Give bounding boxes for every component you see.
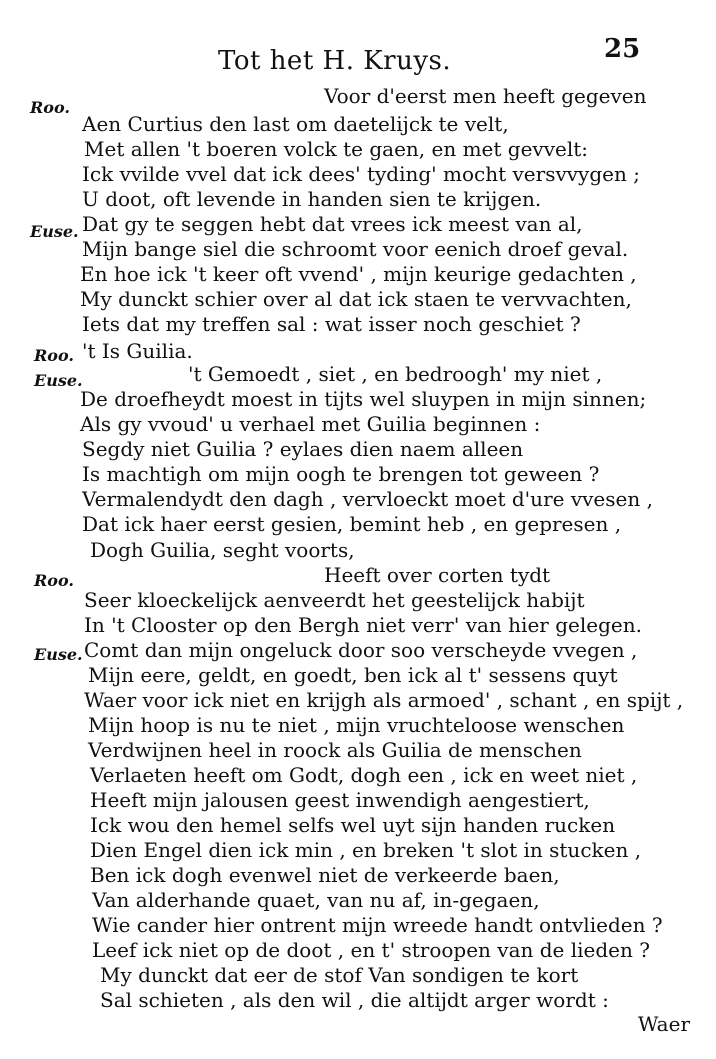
verse-line: 't Is Guilia. <box>82 339 193 363</box>
verse-line: Wie cander hier ontrent mijn wreede handt ontvlieden ? <box>92 913 663 937</box>
verse-line: Ben ick dogh evenwel niet de verkeerde baen, <box>90 863 560 887</box>
verse-line: Heeft over corten tydt <box>324 563 551 587</box>
verse-line: My dunckt dat eer de stof Van sondigen te kort <box>100 963 579 987</box>
verse-line: U doot, oft levende in handen sien te krijgen. <box>82 187 542 211</box>
verse-line: Verdwijnen heel in roock als Guilia de menschen <box>88 738 582 762</box>
verse-line: Aen Curtius den last om daetelijck te velt, <box>82 112 509 136</box>
speaker-label: Euse. <box>34 371 83 390</box>
verse-line: Vermalendydt den dagh , vervloeckt moet d'ure vvesen , <box>82 487 653 511</box>
speaker-label: Roo. <box>34 571 74 590</box>
verse-line: Dien Engel dien ick min , en breken 't slot in stucken , <box>90 838 642 862</box>
speaker-label: Roo. <box>30 98 70 117</box>
running-title: Tot het H. Kruys. <box>218 46 452 76</box>
verse-line: Mijn hoop is nu te niet , mijn vruchteloose wenschen <box>88 713 625 737</box>
verse-line: Segdy niet Guilia ? eylaes dien naem alleen <box>82 437 524 461</box>
verse-line: Van alderhande quaet, van nu af, in-gegaen, <box>92 888 540 912</box>
verse-line: Dat ick haer eerst gesien, bemint heb , en gepresen , <box>82 512 622 536</box>
verse-line: Sal schieten , als den wil , die altijdt arger wordt : <box>100 988 609 1012</box>
speaker-label: Euse. <box>30 222 79 241</box>
verse-line: Ick vvilde vvel dat ick dees' tyding' mocht versvvygen ; <box>82 162 640 186</box>
verse-line: Seer kloeckelijck aenveerdt het geestelijck habijt <box>84 588 585 612</box>
verse-line: In 't Clooster op den Bergh niet verr' van hier gelegen. <box>84 613 642 637</box>
verse-line: Verlaeten heeft om Godt, dogh een , ick en weet niet , <box>90 763 638 787</box>
page-number: 25 <box>604 34 641 64</box>
verse-line: Dogh Guilia, seght voorts, <box>90 538 355 562</box>
verse-line: Met allen 't boeren volck te gaen, en met gevvelt: <box>84 137 589 161</box>
verse-line: De droefheydt moest in tijts wel sluypen in mijn sinnen; <box>80 387 647 411</box>
speaker-label: Roo. <box>34 346 74 365</box>
verse-line: Waer voor ick niet en krijgh als armoed' , schant , en spijt , <box>84 688 684 712</box>
verse-line: Voor d'eerst men heeft gegeven <box>324 84 647 108</box>
verse-line: Leef ick niet op de doot , en t' stroopen van de lieden ? <box>92 938 650 962</box>
verse-line: Ick wou den hemel selfs wel uyt sijn handen rucken <box>90 813 616 837</box>
verse-line: 't Gemoedt , siet , en bedroogh' my niet , <box>188 362 603 386</box>
verse-line: Dat gy te seggen hebt dat vrees ick meest van al, <box>82 212 583 236</box>
verse-line: Als gy vvoud' u verhael met Guilia beginnen : <box>80 412 541 436</box>
verse-line: Is machtigh om mijn oogh te brengen tot geween ? <box>82 462 600 486</box>
verse-line: Mijn bange siel die schroomt voor eenich droef geval. <box>82 237 629 261</box>
verse-line: Mijn eere, geldt, en goedt, ben ick al t' sessens quyt <box>88 663 618 687</box>
speaker-label: Euse. <box>34 645 83 664</box>
verse-line: En hoe ick 't keer oft vvend' , mijn keurige gedachten , <box>80 262 637 286</box>
verse-line: Comt dan mijn ongeluck door soo verscheyde vvegen , <box>84 638 638 662</box>
verse-line: Iets dat my treffen sal : wat isser noch geschiet ? <box>82 312 581 336</box>
verse-line: My dunckt schier over al dat ick staen te vervvachten, <box>80 287 632 311</box>
verse-line: Heeft mijn jalousen geest inwendigh aengestiert, <box>90 788 590 812</box>
catchword: Waer <box>637 1012 690 1036</box>
